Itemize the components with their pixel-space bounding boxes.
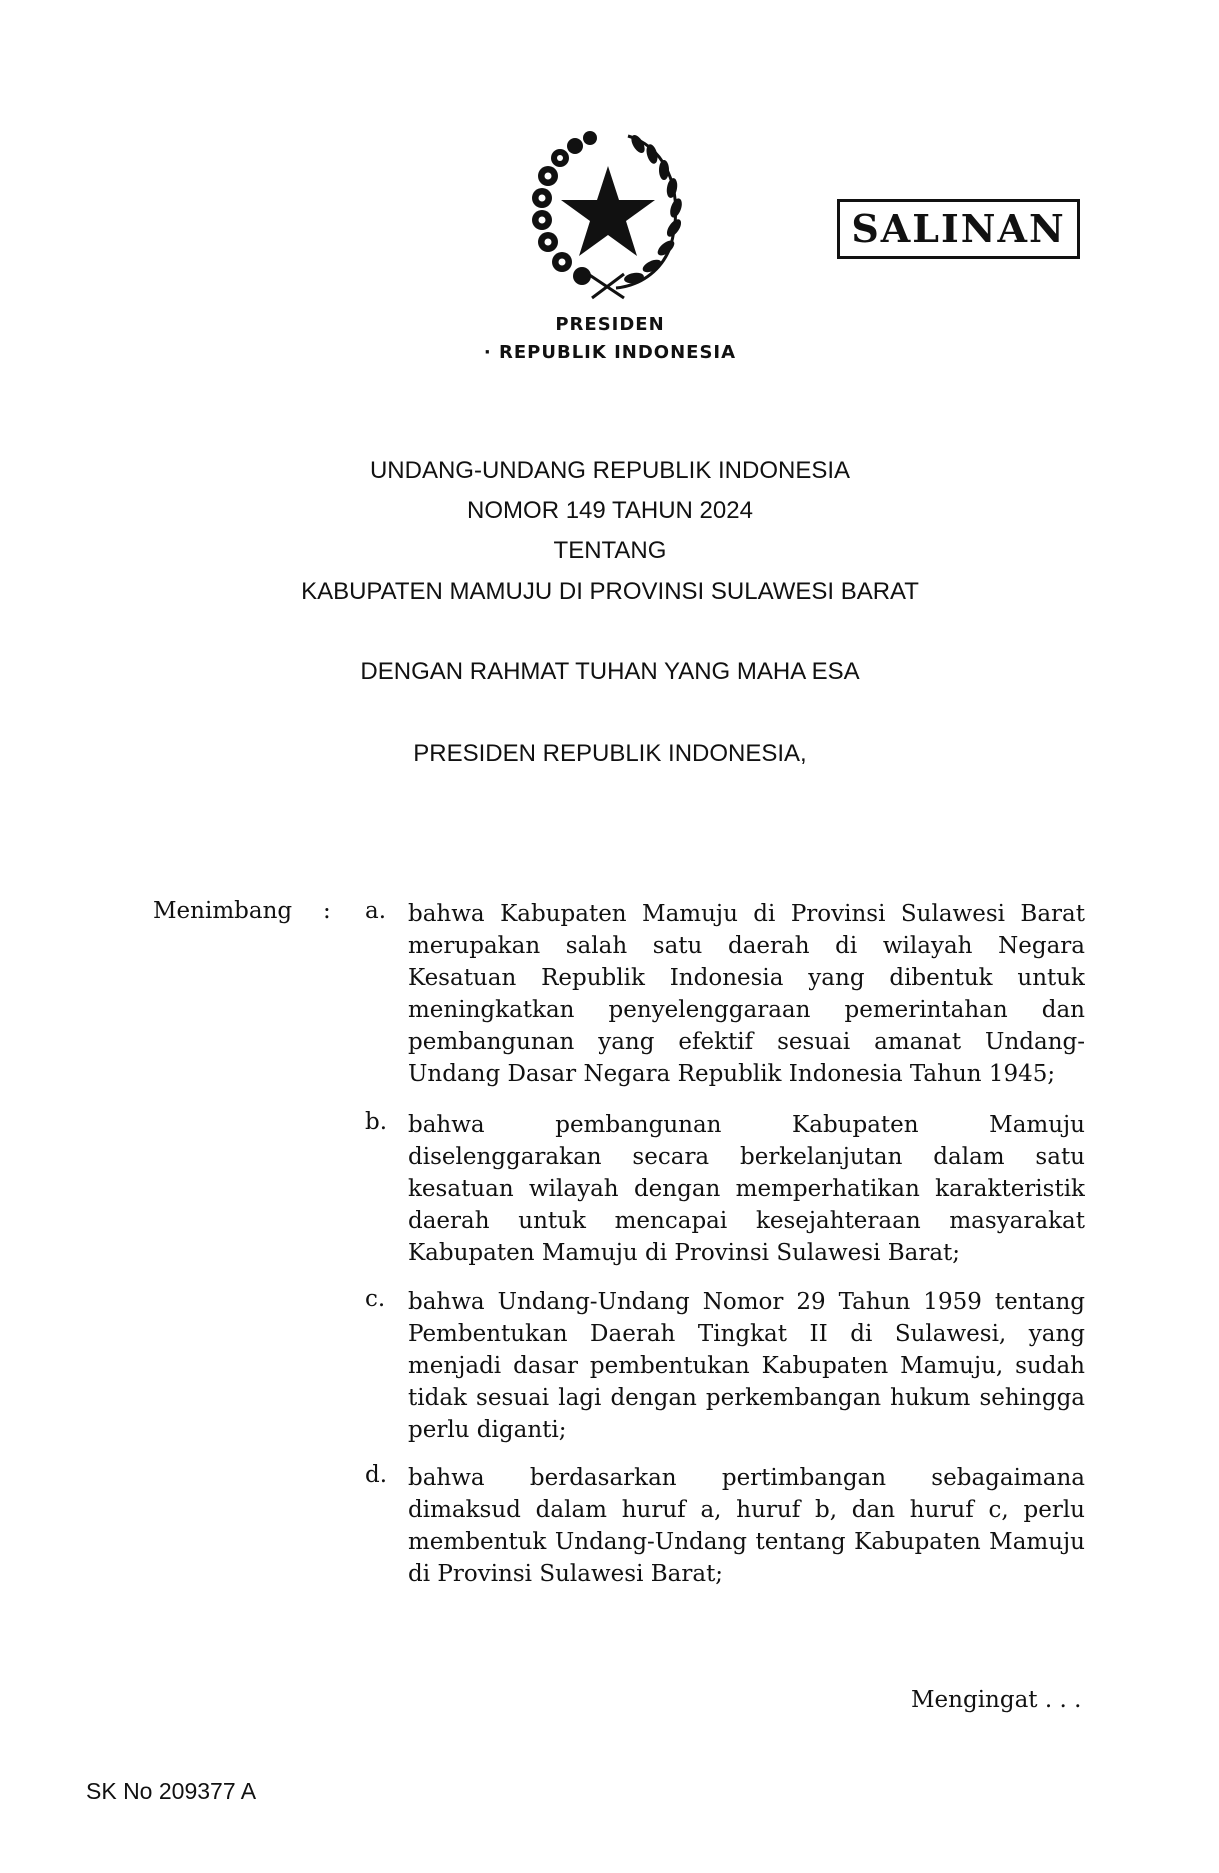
menimbang-item-line: Kabupaten Mamuju di Provinsi Sulawesi Barat; xyxy=(408,1240,961,1266)
title-line-3: TENTANG xyxy=(553,537,667,564)
menimbang-item-line: kesatuan wilayah dengan memperhatikan karakteristik xyxy=(408,1176,1085,1202)
menimbang-item-line: meningkatkan penyelenggaraan pemerintahan dan xyxy=(408,997,1085,1023)
menimbang-item-letter: a. xyxy=(365,898,387,924)
menimbang-item-line: bahwa Kabupaten Mamuju di Provinsi Sulawesi Barat xyxy=(408,901,1085,927)
menimbang-item-letter: c. xyxy=(365,1286,386,1312)
menimbang-item-letter: b. xyxy=(365,1109,388,1135)
menimbang-item-line: daerah untuk mencapai kesejahteraan masyarakat xyxy=(408,1208,1085,1234)
menimbang-item-line: tidak sesuai lagi dengan perkembangan hukum sehingga xyxy=(408,1385,1085,1411)
menimbang-item-line: di Provinsi Sulawesi Barat; xyxy=(408,1561,724,1587)
menimbang-item-line: merupakan salah satu daerah di wilayah Negara xyxy=(408,933,1085,959)
title-line-1: UNDANG-UNDANG REPUBLIK INDONESIA xyxy=(369,457,851,484)
menimbang-item-line: dimaksud dalam huruf a, huruf b, dan huruf c, perlu xyxy=(408,1497,1085,1523)
preamble-line: DENGAN RAHMAT TUHAN YANG MAHA ESA xyxy=(360,658,860,685)
menimbang-item-line: Kesatuan Republik Indonesia yang dibentuk untuk xyxy=(408,965,1085,991)
continuation-mengingat: Mengingat . . . xyxy=(911,1687,1082,1713)
title-line-2: NOMOR 149 TAHUN 2024 xyxy=(467,497,753,524)
menimbang-item-line: bahwa Undang-Undang Nomor 29 Tahun 1959 tentang xyxy=(408,1289,1085,1315)
sk-number: SK No 209377 A xyxy=(86,1778,257,1804)
menimbang-item-line: bahwa berdasarkan pertimbangan sebagaimana xyxy=(408,1465,1085,1491)
menimbang-item-line: pembangunan yang efektif sesuai amanat Undang- xyxy=(408,1029,1085,1055)
menimbang-item-line: diselenggarakan secara berkelanjutan dalam satu xyxy=(408,1144,1085,1170)
president-line: PRESIDEN REPUBLIK INDONESIA, xyxy=(413,740,807,767)
menimbang-item-line: Undang Dasar Negara Republik Indonesia Tahun 1945; xyxy=(408,1061,1056,1087)
title-line-4: KABUPATEN MAMUJU DI PROVINSI SULAWESI BARAT xyxy=(301,578,919,605)
menimbang-item-line: menjadi dasar pembentukan Kabupaten Mamuju, sudah xyxy=(408,1353,1085,1379)
emblem-caption-presiden: PRESIDEN xyxy=(555,314,665,335)
menimbang-item-line: bahwa pembangunan Kabupaten Mamuju xyxy=(408,1112,1085,1138)
emblem-caption-republik: · REPUBLIK INDONESIA xyxy=(483,342,737,363)
menimbang-label: Menimbang xyxy=(153,898,293,924)
menimbang-item-line: membentuk Undang-Undang tentang Kabupaten Mamuju xyxy=(408,1529,1085,1555)
menimbang-colon: : xyxy=(323,898,331,924)
presidential-emblem-icon xyxy=(520,128,690,300)
menimbang-item-letter: d. xyxy=(365,1462,388,1488)
menimbang-item-line: Pembentukan Daerah Tingkat II di Sulawesi, yang xyxy=(408,1321,1085,1347)
salinan-stamp: SALINAN xyxy=(837,199,1080,259)
menimbang-item-line: perlu diganti; xyxy=(408,1417,567,1443)
